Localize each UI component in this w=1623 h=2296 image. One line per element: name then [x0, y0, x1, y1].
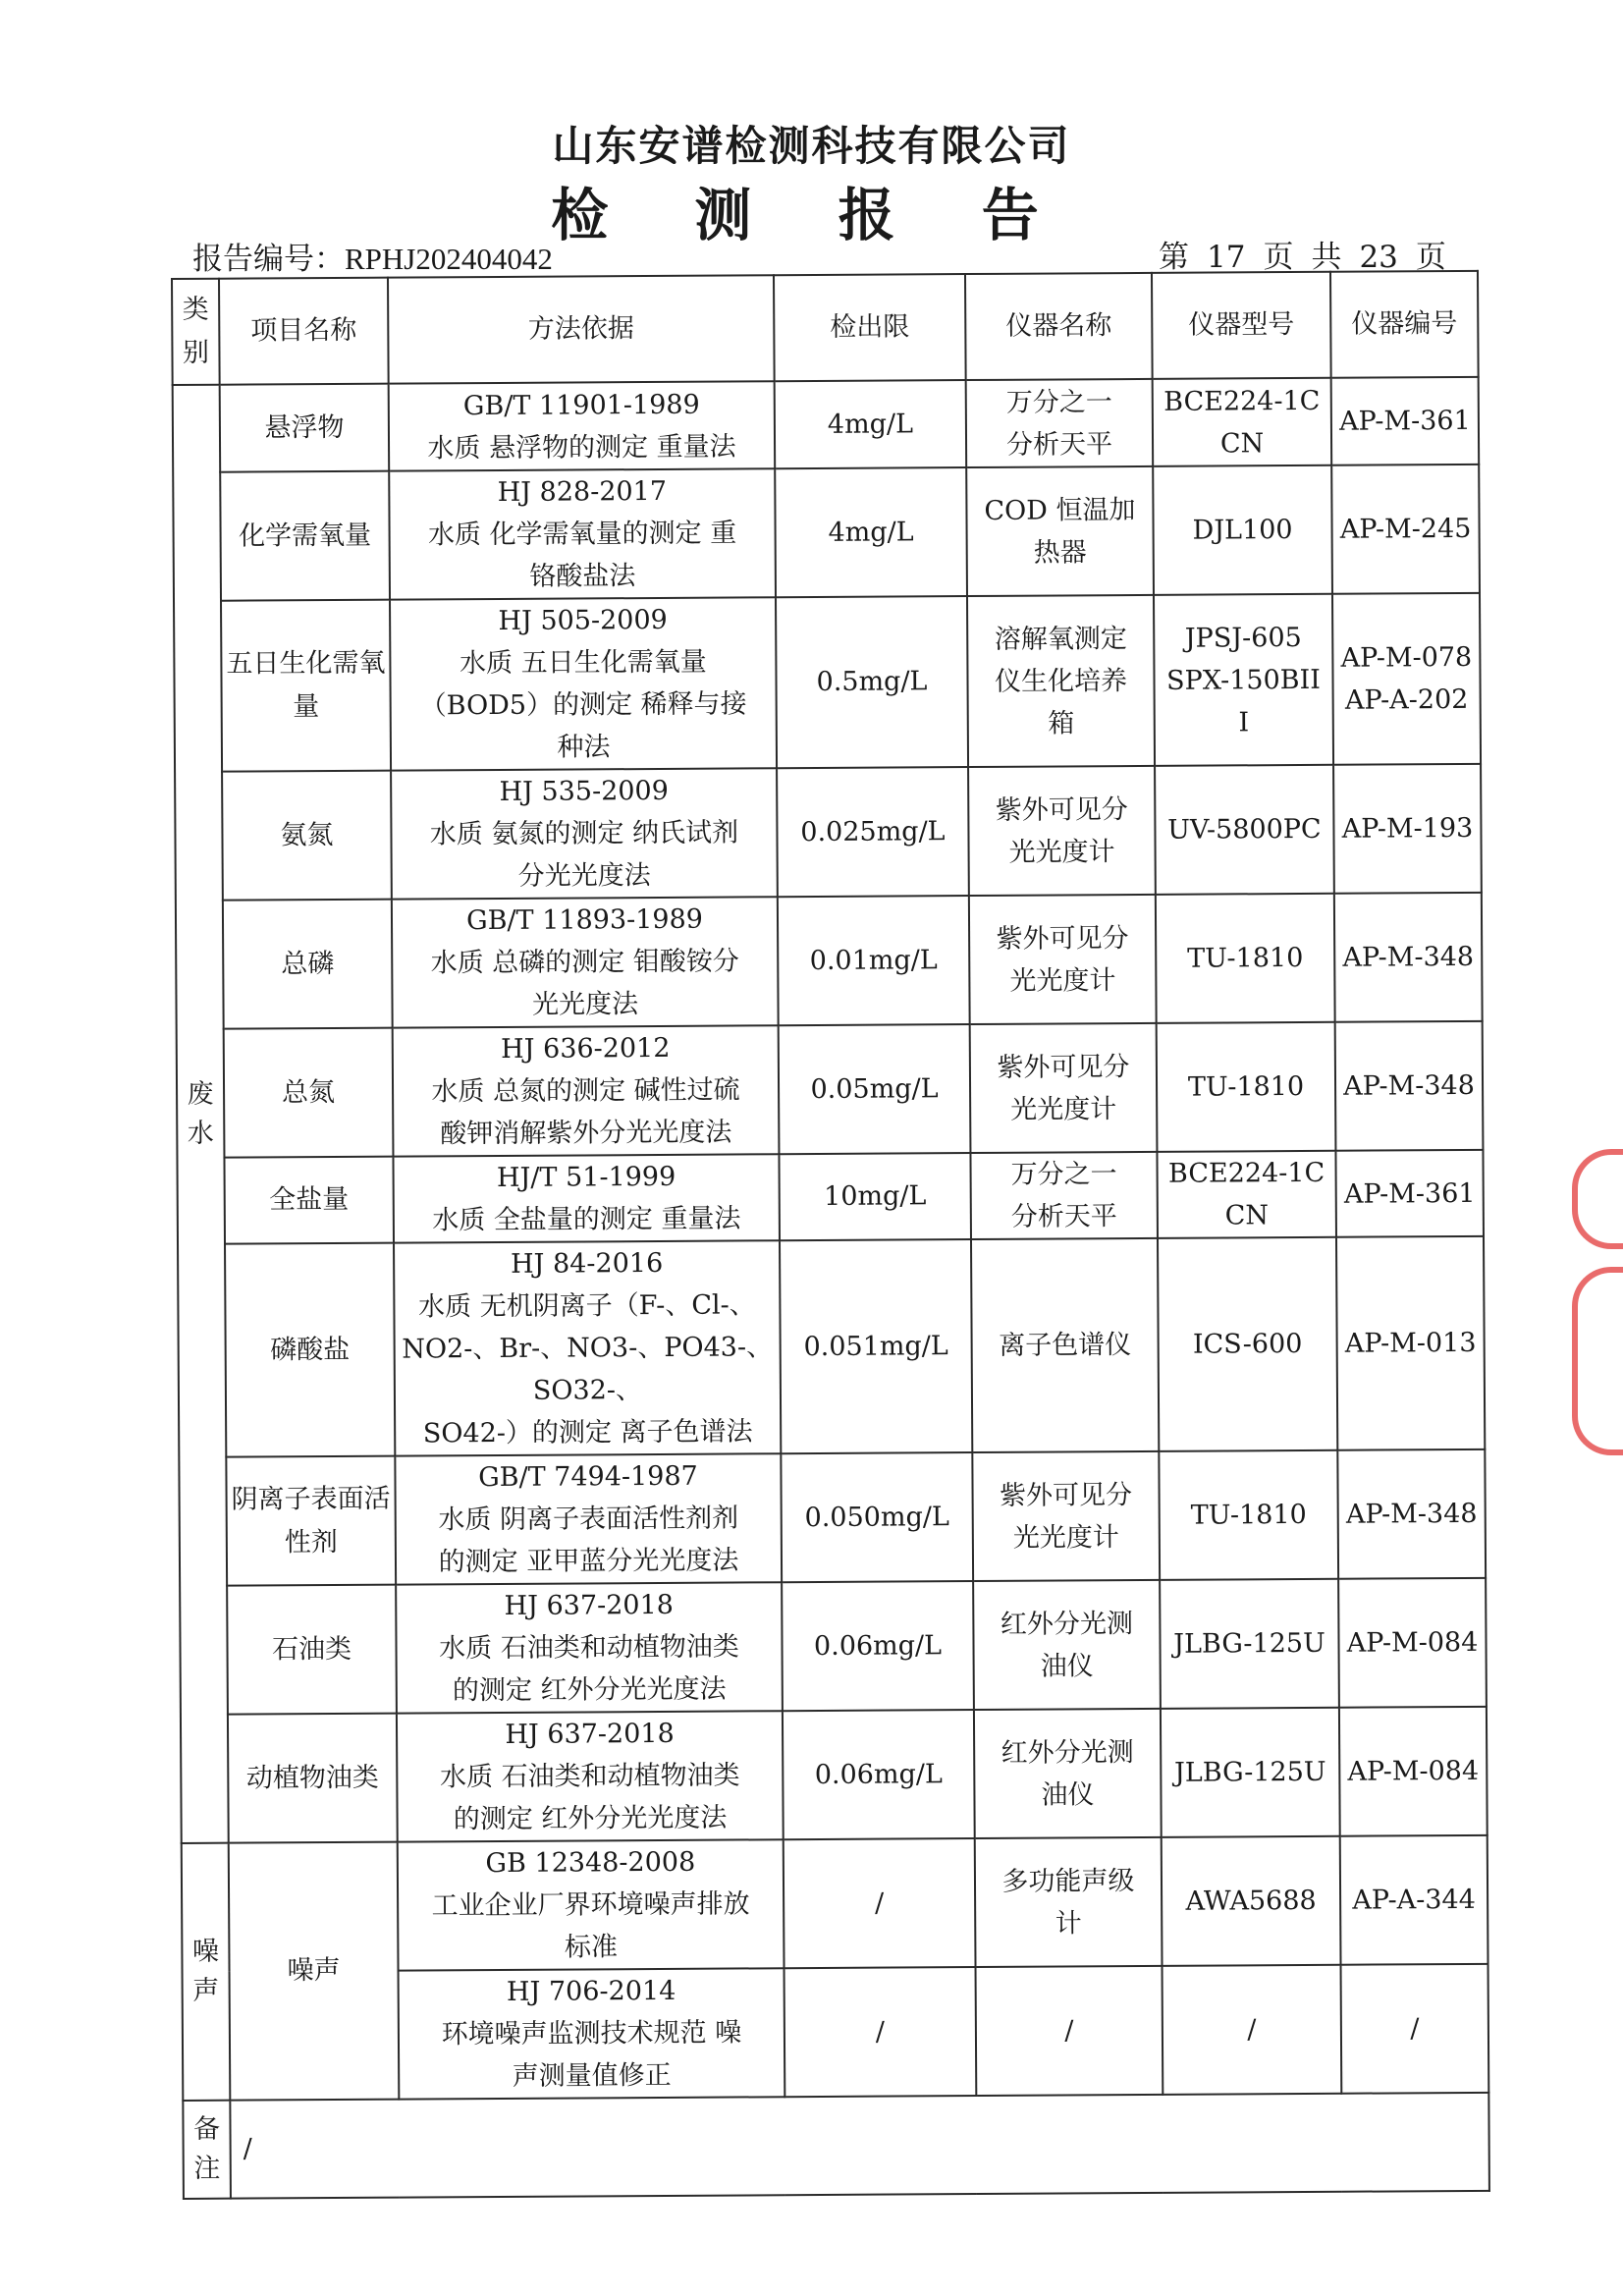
table-row	[180, 1578, 1487, 1715]
report-title: 检 测 报 告	[551, 182, 1072, 248]
instrument-model-line: AWA5688	[1185, 1885, 1317, 1917]
instrument-name	[973, 1580, 1161, 1710]
remark-label-cell	[183, 2101, 231, 2199]
table-row	[176, 893, 1483, 1029]
instrument-name-line: 万分之一	[1005, 386, 1112, 418]
instrument-name	[966, 379, 1154, 467]
instrument-name	[966, 466, 1154, 596]
method-basis-line: 酸钾消解紫外分光光度法	[440, 1117, 732, 1150]
instrument-name-line: 紫外可见分	[999, 1479, 1133, 1511]
instrument-name-line: 计	[1055, 1907, 1082, 1940]
instrument-name-line: 万分之一	[1010, 1159, 1117, 1190]
instrument-model	[1158, 1237, 1337, 1451]
detection-limit: 0.051mg/L	[780, 1239, 972, 1453]
method-basis-line: HJ 828-2017	[497, 475, 668, 508]
instrument-name	[968, 766, 1156, 896]
table-row	[182, 1835, 1488, 1972]
method-basis-line: 水质 石油类和动植物油类	[439, 1760, 740, 1793]
instrument-name	[970, 1023, 1158, 1153]
instrument-code-line: AP-A-202	[1344, 683, 1469, 716]
column-header: 仪器型号	[1152, 272, 1331, 379]
method-basis	[395, 1453, 782, 1584]
detection-limit: 0.5mg/L	[776, 596, 968, 768]
instrument-code	[1336, 1236, 1485, 1450]
method-basis-line: 水质 无机阴离子（F-、Cl-、	[417, 1289, 756, 1323]
instrument-model-line: TU-1810	[1187, 1070, 1305, 1103]
detection-limit: 0.025mg/L	[777, 767, 969, 897]
method-basis-line: 水质 石油类和动植物油类	[439, 1631, 739, 1665]
instrument-model	[1157, 1151, 1336, 1238]
instrument-name-line: 紫外可见分	[997, 1051, 1130, 1083]
method-basis-line: GB/T 11893-1989	[465, 903, 704, 937]
method-basis-line: NO2-、Br-、NO3-、PO43-、SO32-、	[402, 1332, 774, 1406]
instrument-code-line: AP-M-348	[1345, 1498, 1478, 1530]
instrument-code	[1331, 377, 1480, 465]
column-header: 检出限	[774, 274, 966, 381]
method-basis-line: 声测量值修正	[512, 2059, 672, 2092]
method-basis-line: HJ 535-2009	[499, 775, 669, 807]
instrument-model-line: I	[1238, 706, 1250, 738]
instrument-model-line: DJL100	[1192, 515, 1293, 546]
method-basis-line: 水质 氨氮的测定 纳氏试剂	[429, 817, 739, 850]
item-name: 动植物油类	[228, 1714, 398, 1843]
instrument-model	[1154, 594, 1333, 766]
method-basis	[396, 1582, 783, 1713]
instrument-code	[1333, 764, 1482, 894]
instrument-name-line: 红外分光测	[1001, 1736, 1134, 1769]
instrument-name-line: 紫外可见分	[996, 922, 1129, 955]
instrument-model	[1160, 1579, 1339, 1709]
method-basis	[392, 897, 779, 1027]
instrument-code-line: AP-M-193	[1341, 812, 1474, 845]
instrument-code-line: AP-M-084	[1346, 1626, 1479, 1659]
method-basis-line: 的测定 红外分光光度法	[452, 1673, 727, 1707]
instrument-code-line: AP-M-348	[1343, 1069, 1475, 1102]
instrument-code	[1331, 465, 1480, 594]
method-basis-line: GB 12348-2008	[485, 1846, 696, 1880]
instrument-model	[1153, 378, 1332, 466]
method-basis-line: 分光光度法	[517, 860, 651, 892]
instrument-name	[969, 895, 1157, 1024]
method-basis-line: 标准	[564, 1932, 618, 1963]
method-basis-line: 工业企业厂界环境噪声排放	[431, 1888, 750, 1922]
instrument-code-line: AP-M-348	[1342, 941, 1475, 973]
method-basis-line: GB/T 11901-1989	[462, 389, 700, 421]
method-basis-line: 水质 悬浮物的测定 重量法	[427, 430, 736, 464]
item-name: 氨氮	[222, 771, 392, 901]
instrument-name-line: 油仪	[1041, 1778, 1095, 1811]
method-basis-line: HJ/T 51-1999	[496, 1161, 676, 1193]
method-basis-line: 铬酸盐法	[529, 561, 636, 592]
instrument-model-line: UV-5800PC	[1167, 813, 1322, 846]
instrument-code-line: AP-M-361	[1343, 1177, 1476, 1210]
instrument-name-line: /	[1064, 2015, 1074, 2047]
instrument-model	[1159, 1450, 1338, 1580]
instrument-name-line: 紫外可见分	[995, 793, 1128, 826]
method-basis	[391, 768, 778, 899]
table-row	[181, 1707, 1488, 1843]
instrument-name-line: 箱	[1048, 707, 1075, 739]
instrument-model	[1163, 1965, 1342, 2095]
detection-limit: 0.01mg/L	[778, 896, 970, 1025]
column-header: 仪器编号	[1330, 271, 1479, 378]
instrument-code	[1339, 1707, 1488, 1836]
table-row	[177, 1150, 1484, 1244]
instrument-model-line: BCE224-1C	[1163, 385, 1321, 417]
item-name: 石油类	[227, 1585, 397, 1715]
instrument-name	[970, 1152, 1158, 1239]
method-basis-line: HJ 637-2018	[504, 1589, 675, 1621]
instrument-code	[1335, 1150, 1484, 1237]
instrument-code-line: AP-M-013	[1344, 1327, 1477, 1359]
table-row	[178, 1236, 1485, 1457]
method-basis-line: 水质 总氮的测定 碱性过硫	[431, 1074, 740, 1108]
instrument-code	[1335, 1021, 1484, 1151]
method-table	[171, 270, 1490, 2200]
instrument-name	[967, 595, 1155, 767]
method-basis-line: HJ 84-2016	[510, 1247, 664, 1280]
category-noise	[182, 1843, 231, 2101]
instrument-name-line: 多功能声级	[1001, 1865, 1135, 1897]
method-basis-line: HJ 505-2009	[498, 604, 668, 636]
item-name: 五日生化需氧量	[221, 600, 391, 772]
table-row	[177, 1021, 1484, 1158]
instrument-code	[1337, 1449, 1486, 1579]
instrument-name-line: 油仪	[1040, 1650, 1094, 1682]
instrument-name-line: 分析天平	[1005, 428, 1113, 461]
instrument-model-line: TU-1810	[1187, 942, 1304, 974]
method-basis-line: SO42-）的测定 离子色谱法	[422, 1416, 753, 1449]
method-basis	[389, 468, 776, 599]
report-number	[192, 234, 553, 278]
column-header: 方法依据	[388, 275, 775, 383]
table-row	[174, 593, 1481, 772]
method-basis-line: 种法	[557, 732, 611, 763]
method-basis-line: 水质 化学需氧量的测定 重	[427, 518, 737, 551]
instrument-model-line: TU-1810	[1190, 1499, 1307, 1531]
column-header: 仪器名称	[965, 273, 1153, 380]
detection-limit: 4mg/L	[775, 467, 967, 597]
method-basis-line: GB/T 7494-1987	[478, 1460, 698, 1494]
instrument-code-line: AP-M-361	[1339, 405, 1471, 437]
detection-limit: 0.06mg/L	[783, 1710, 975, 1839]
item-name: 悬浮物	[220, 384, 390, 472]
instrument-model	[1157, 1022, 1336, 1152]
method-basis	[390, 597, 777, 770]
instrument-name	[974, 1709, 1162, 1838]
method-basis	[399, 1968, 785, 2099]
method-basis-line: 水质 五日生化需氧量	[460, 646, 707, 680]
table-row	[173, 377, 1480, 472]
instrument-code	[1340, 1835, 1488, 1965]
detection-limit: 0.05mg/L	[779, 1024, 971, 1154]
instrument-model-line: ICS-600	[1192, 1328, 1303, 1360]
report-number-value: RPHJ202404042	[345, 242, 553, 276]
method-basis-line: 光光度法	[531, 989, 639, 1020]
instrument-name	[972, 1451, 1160, 1581]
instrument-name-line: 分析天平	[1010, 1201, 1117, 1232]
method-basis-line: 的测定 红外分光光度法	[453, 1802, 728, 1835]
instrument-model	[1153, 465, 1332, 595]
remark-value: /	[230, 2093, 1489, 2199]
item-name: 阴离子表面活性剂	[226, 1456, 396, 1586]
instrument-model-line: JLBG-125U	[1173, 1756, 1326, 1788]
method-basis	[394, 1240, 781, 1455]
method-basis	[398, 1839, 784, 1970]
instrument-name-line: 光光度计	[1009, 964, 1116, 997]
page-label-3: 共	[1311, 240, 1342, 275]
page-label-1: 第	[1159, 240, 1189, 275]
detection-limit: 10mg/L	[779, 1153, 971, 1240]
instrument-code-line: AP-A-344	[1352, 1884, 1476, 1916]
item-name: 化学需氧量	[220, 471, 390, 601]
instrument-code	[1338, 1578, 1487, 1708]
method-basis-line: 环境噪声监测技术规范 噪	[441, 2017, 742, 2050]
detection-limit: 0.06mg/L	[782, 1581, 974, 1711]
instrument-name-line: 仪生化培养	[994, 665, 1128, 697]
instrument-model-line: BCE224-1C	[1167, 1157, 1325, 1189]
category-label: 废水	[187, 1078, 214, 1149]
instrument-model	[1161, 1708, 1340, 1837]
page-current: 17	[1207, 240, 1246, 275]
method-basis-line: HJ 706-2014	[506, 1975, 676, 2007]
table-row	[173, 465, 1480, 601]
instrument-model-line: CN	[1219, 427, 1265, 459]
instrument-code	[1341, 1964, 1489, 2094]
instrument-model-line: SPX-150BII	[1166, 664, 1321, 696]
table-row	[175, 764, 1482, 901]
instrument-name-line: 溶解氧测定	[994, 623, 1127, 655]
instrument-code	[1334, 893, 1483, 1022]
category-label: 噪声	[191, 1936, 220, 2006]
method-basis	[389, 381, 776, 470]
detection-limit: /	[784, 1967, 977, 2097]
red-seal-stamp	[1572, 1149, 1623, 1249]
column-header: 类别	[172, 279, 220, 385]
red-seal-stamp-lower	[1572, 1267, 1623, 1455]
instrument-name-line: 光光度计	[1010, 1093, 1117, 1125]
detection-limit: 0.050mg/L	[781, 1452, 973, 1582]
instrument-name-line: 热器	[1033, 536, 1087, 569]
method-basis-line: （BOD5）的测定 稀释与接	[419, 688, 747, 722]
method-basis-line: 水质 全盐量的测定 重量法	[432, 1203, 741, 1236]
instrument-name	[971, 1238, 1159, 1452]
instrument-code-line: AP-M-245	[1339, 513, 1472, 545]
method-basis-line: 的测定 亚甲蓝分光光度法	[438, 1545, 739, 1578]
instrument-model-line: /	[1247, 2014, 1257, 2046]
method-basis-line: HJ 637-2018	[505, 1718, 675, 1750]
company-name: 山东安谱检测科技有限公司	[552, 122, 1071, 170]
instrument-name-line: 离子色谱仪	[999, 1330, 1132, 1361]
instrument-name	[975, 1837, 1163, 1967]
method-basis	[397, 1711, 784, 1841]
method-basis	[393, 1025, 780, 1156]
instrument-code-line: /	[1410, 2013, 1420, 2045]
remark-label: 备注	[192, 2113, 221, 2184]
instrument-model-line: JPSJ-605	[1184, 622, 1302, 654]
report-number-label: 报告编号：	[192, 242, 345, 277]
instrument-name-line: COD 恒温加	[984, 494, 1136, 526]
item-name: 全盐量	[224, 1157, 394, 1244]
method-basis-line: 水质 阴离子表面活性剂剂	[438, 1503, 739, 1536]
instrument-model	[1162, 1836, 1341, 1966]
instrument-model-line: JLBG-125U	[1173, 1627, 1325, 1660]
item-name: 总磷	[223, 900, 393, 1029]
instrument-name-line: 红外分光测	[1000, 1608, 1133, 1640]
instrument-code-line: AP-M-084	[1347, 1755, 1480, 1787]
page-total: 23	[1359, 240, 1398, 275]
page-label-4: 页	[1415, 240, 1446, 275]
method-basis	[393, 1154, 780, 1242]
table-row	[179, 1449, 1486, 1586]
instrument-name	[976, 1966, 1163, 2096]
item-name: 噪声	[229, 1842, 400, 2101]
instrument-model	[1156, 894, 1335, 1023]
column-header: 项目名称	[219, 278, 389, 385]
item-name: 总氮	[224, 1028, 394, 1158]
instrument-name-line: 光光度计	[1012, 1521, 1119, 1554]
instrument-model-line: CN	[1224, 1200, 1270, 1231]
instrument-code-line: AP-M-078	[1340, 641, 1473, 674]
item-name: 磷酸盐	[225, 1243, 395, 1457]
detection-limit: /	[784, 1838, 976, 1968]
instrument-code	[1332, 593, 1481, 765]
page-label-2: 页	[1263, 240, 1294, 275]
method-basis-line: HJ 636-2012	[501, 1032, 671, 1065]
instrument-model	[1155, 765, 1334, 895]
instrument-name-line: 光光度计	[1008, 836, 1115, 868]
method-basis-line: 水质 总磷的测定 钼酸铵分	[430, 946, 739, 979]
detection-limit: 4mg/L	[775, 380, 967, 468]
